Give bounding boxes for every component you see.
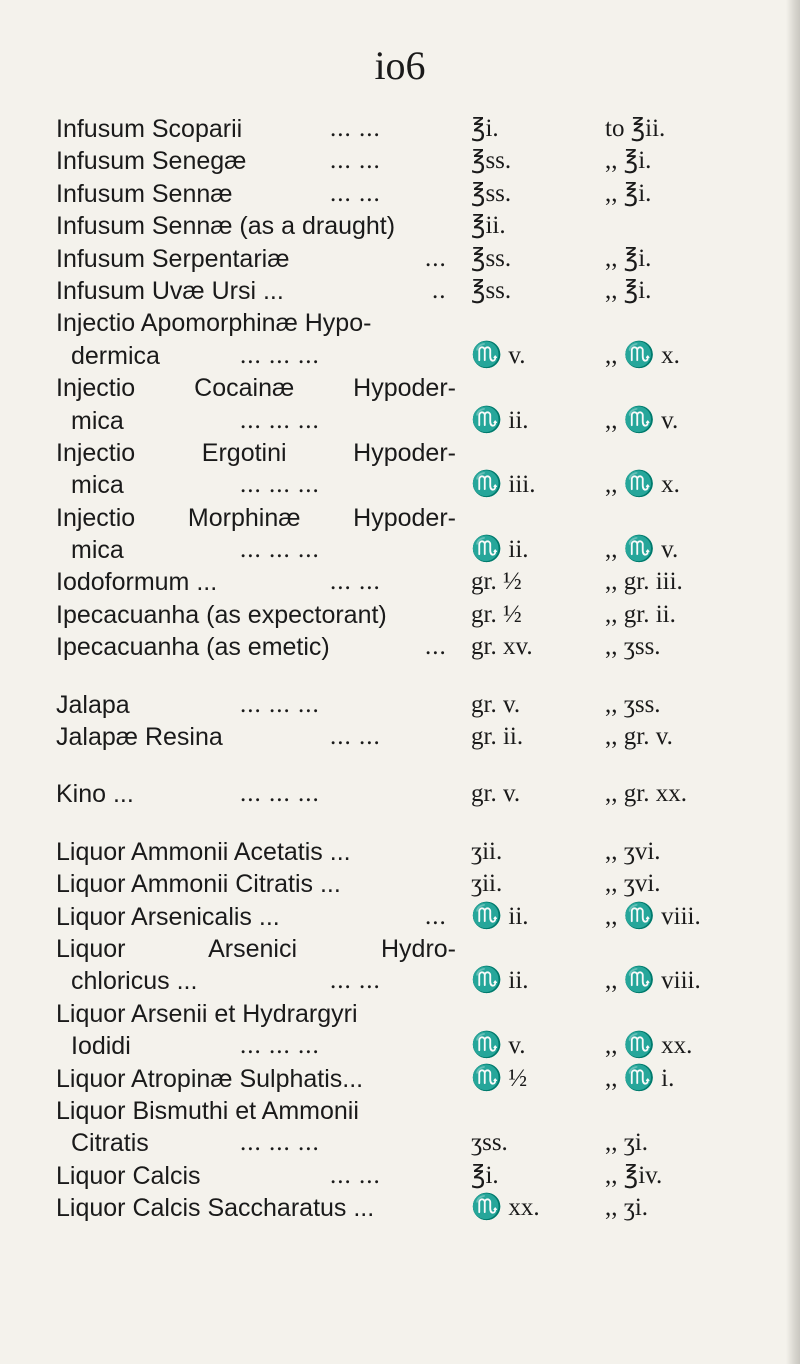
table-row <box>0 1095 800 1127</box>
drug-name: Injectio Apomorphinæ Hypo- <box>56 309 372 338</box>
dose-max: ,, ℥i. <box>605 179 652 207</box>
dose-max: ,, ʒi. <box>605 1129 649 1157</box>
dose-min: gr. ii. <box>471 723 524 751</box>
dose-min: gr. v. <box>471 780 521 808</box>
table-row <box>0 721 800 753</box>
table-row <box>0 631 800 663</box>
page-number: io6 <box>374 43 426 88</box>
dose-min: ♏ xx. <box>471 1194 540 1222</box>
table-row <box>0 566 800 598</box>
table-row <box>0 1160 800 1192</box>
dose-max: ,, ℥iv. <box>605 1161 663 1189</box>
dose-max: ,, ʒi. <box>605 1194 649 1222</box>
dose-min: ℥ss. <box>471 244 512 272</box>
dose-max: ,, gr. v. <box>605 723 673 751</box>
drug-name-continued: mica <box>71 406 124 435</box>
leader-dots: ... ... ... <box>240 780 320 808</box>
leader-dots: ... ... <box>330 1161 381 1189</box>
table-row <box>0 405 800 437</box>
table-row <box>0 1192 800 1224</box>
table-row <box>0 275 800 307</box>
table-row <box>0 901 800 933</box>
dose-min: gr. ½ <box>471 568 522 596</box>
table-row <box>0 933 800 965</box>
table-row <box>0 599 800 631</box>
dose-min: ʒii. <box>471 837 503 865</box>
table-row <box>0 502 800 534</box>
drug-name: Jalapa <box>56 690 130 719</box>
dose-max: ,, ♏ xx. <box>605 1032 693 1060</box>
drug-name-continued: Citratis <box>71 1129 149 1158</box>
dose-min: ♏ v. <box>471 1032 526 1060</box>
dose-max: ,, ♏ v. <box>605 406 679 434</box>
dose-max: to ℥ii. <box>605 115 666 142</box>
drug-name: Liquor Ammonii Citratis ... <box>56 870 341 899</box>
drug-name: Liquor Calcis Saccharatus ... <box>56 1194 375 1223</box>
dose-table <box>0 113 800 1225</box>
dose-min: ℥ii. <box>471 212 506 240</box>
table-row <box>0 243 800 275</box>
dose-min: ♏ ½ <box>471 1064 528 1092</box>
drug-name-continued: mica <box>71 471 124 500</box>
table-row <box>0 778 800 810</box>
leader-dots: ... <box>425 902 447 930</box>
leader-dots: ... ... <box>330 723 381 751</box>
drug-name: Jalapæ Resina <box>56 723 223 752</box>
table-row <box>0 534 800 566</box>
leader-dots: ... ... ... <box>240 1032 320 1060</box>
drug-name: Ipecacuanha (as emetic) <box>56 633 330 662</box>
leader-dots: ... ... <box>330 147 381 175</box>
dose-min: gr. v. <box>471 690 521 718</box>
dose-max: ,, ℥i. <box>605 147 652 175</box>
drug-name: Liquor Calcis <box>56 1161 201 1190</box>
leader-dots: ... <box>425 244 447 272</box>
leader-dots: ... <box>425 633 447 661</box>
table-row <box>0 145 800 177</box>
leader-dots: .. <box>432 276 447 304</box>
leader-dots: ... ... ... <box>240 406 320 434</box>
leader-dots: ... ... ... <box>240 341 320 369</box>
dose-min: ♏ iii. <box>471 471 536 499</box>
dose-max: ,, ℥i. <box>605 276 652 304</box>
table-row <box>0 307 800 339</box>
dose-min: ♏ ii. <box>471 406 529 434</box>
leader-dots: ... ... ... <box>240 536 320 564</box>
dose-min: ♏ v. <box>471 341 526 369</box>
drug-name-continued: mica <box>71 536 124 565</box>
leader-dots: ... ... <box>330 967 381 995</box>
drug-name: Infusum Serpentariæ <box>56 244 290 273</box>
dose-min: ♏ ii. <box>471 536 529 564</box>
drug-name: Infusum Sennæ (as a draught) <box>56 212 396 241</box>
dose-max: ,, ʒss. <box>605 633 661 661</box>
dose-min: ℥i. <box>471 1161 499 1189</box>
section-gap <box>0 753 800 778</box>
table-row <box>0 178 800 210</box>
dose-max: ,, ♏ i. <box>605 1064 675 1092</box>
drug-name: Liquor Arsenici Hydro- <box>56 934 456 963</box>
drug-name: Kino ... <box>56 780 134 809</box>
leader-dots: ... ... <box>330 179 381 207</box>
table-row <box>0 1030 800 1062</box>
table-row <box>0 437 800 469</box>
table-row <box>0 469 800 501</box>
dose-max: ,, ʒvi. <box>605 870 661 898</box>
drug-name: Injectio Ergotini Hypoder- <box>56 438 456 467</box>
leader-dots: ... ... ... <box>240 471 320 499</box>
dose-min: ʒss. <box>471 1129 508 1157</box>
drug-name: Liquor Bismuthi et Ammonii <box>56 1096 359 1125</box>
leader-dots: ... ... <box>330 568 381 596</box>
drug-name-continued: dermica <box>71 341 160 370</box>
dose-max: ,, ♏ x. <box>605 471 680 499</box>
leader-dots: ... ... ... <box>240 1129 320 1157</box>
dose-min: gr. ½ <box>471 600 522 628</box>
dose-min: ♏ ii. <box>471 967 529 995</box>
drug-name: Liquor Atropinæ Sulphatis... <box>56 1064 364 1093</box>
table-row <box>0 868 800 900</box>
drug-name: Injectio Morphinæ Hypoder- <box>56 503 456 532</box>
dose-max: ,, ℥i. <box>605 244 652 272</box>
dose-max: ,, ʒvi. <box>605 837 661 865</box>
table-row <box>0 1127 800 1159</box>
section-gap <box>0 664 800 689</box>
section-gap <box>0 811 800 836</box>
dose-max: ,, ♏ viii. <box>605 902 701 930</box>
dose-min: ℥ss. <box>471 276 512 304</box>
drug-name: Iodoformum ... <box>56 568 218 597</box>
drug-name-continued: Iodidi <box>71 1032 131 1061</box>
drug-name: Liquor Ammonii Acetatis ... <box>56 837 351 866</box>
drug-name: Liquor Arsenicalis ... <box>56 902 280 931</box>
dose-min: ♏ ii. <box>471 902 529 930</box>
drug-name: Infusum Uvæ Ursi ... <box>56 276 284 305</box>
dose-max: ,, gr. ii. <box>605 600 676 628</box>
dose-max: ,, gr. xx. <box>605 780 687 808</box>
table-row <box>0 113 800 145</box>
dose-min: gr. xv. <box>471 633 533 661</box>
table-row <box>0 210 800 242</box>
dose-min: ʒii. <box>471 870 503 898</box>
dose-max: ,, ♏ v. <box>605 536 679 564</box>
drug-name: Infusum Senegæ <box>56 147 247 176</box>
drug-name: Infusum Scoparii <box>56 115 243 143</box>
drug-name: Injectio Cocainæ Hypoder- <box>56 374 456 403</box>
dose-max: ,, ʒss. <box>605 690 661 718</box>
dose-max: ,, ♏ viii. <box>605 967 701 995</box>
leader-dots: ... ... ... <box>240 690 320 718</box>
leader-dots: ... ... <box>330 115 381 142</box>
dose-min: ℥ss. <box>471 147 512 175</box>
table-row <box>0 372 800 404</box>
table-row <box>0 689 800 721</box>
dose-max: ,, ♏ x. <box>605 341 680 369</box>
drug-name: Ipecacuanha (as expectorant) <box>56 600 387 629</box>
table-row <box>0 340 800 372</box>
table-row <box>0 998 800 1030</box>
dose-min: ℥i. <box>471 115 499 142</box>
dose-max: ,, gr. iii. <box>605 568 683 596</box>
table-row <box>0 836 800 868</box>
drug-name-continued: chloricus ... <box>71 967 198 996</box>
drug-name: Liquor Arsenii et Hydrargyri <box>56 999 358 1028</box>
dose-min: ℥ss. <box>471 179 512 207</box>
table-row <box>0 965 800 997</box>
table-row <box>0 1063 800 1095</box>
drug-name: Infusum Sennæ <box>56 179 233 208</box>
